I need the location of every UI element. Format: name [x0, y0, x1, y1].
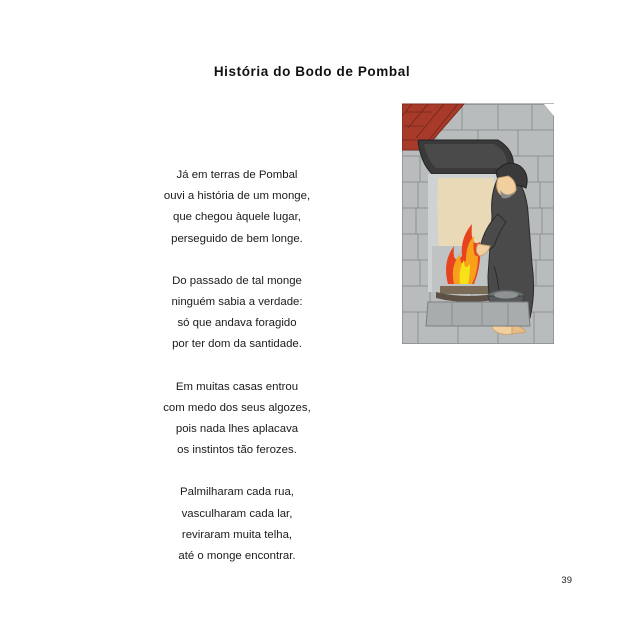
- poem-line: que chegou àquele lugar,: [173, 211, 301, 224]
- poem-line: Do passado de tal monge: [172, 274, 302, 287]
- poem-line: até o monge encontrar.: [178, 550, 296, 563]
- illustration-monk-at-fireplace: [402, 96, 554, 344]
- poem-line: Palmilharam cada rua,: [180, 486, 294, 499]
- poem-line: os instintos tão ferozes.: [177, 444, 297, 457]
- poem-stanza: [108, 271, 366, 356]
- poem-line: ouvi a história de um monge,: [163, 190, 311, 203]
- page-title: História do Bodo de Pombal: [213, 64, 411, 79]
- poem-line: Em muitas casas entrou: [175, 380, 299, 393]
- poem-stanza: [108, 165, 366, 250]
- poem-line: só que andava foragido: [177, 317, 297, 330]
- poem-body: [108, 165, 366, 567]
- poem-line: ninguém sabia a verdade:: [171, 296, 303, 309]
- poem-line: perseguido de bem longe.: [171, 232, 303, 245]
- poem-line: Já em terras de Pombal: [176, 169, 298, 181]
- poem-line: pois nada lhes aplacava: [175, 423, 299, 436]
- page-number: 39: [561, 575, 572, 586]
- poem-line: com medo dos seus algozes,: [163, 401, 311, 414]
- poem-line: reviraram muita telha,: [181, 528, 293, 541]
- poem-stanza: [108, 482, 366, 567]
- poem-line: por ter dom da santidade.: [172, 338, 302, 351]
- poem-stanza: [108, 377, 366, 462]
- poem-line: vasculharam cada lar,: [181, 507, 293, 520]
